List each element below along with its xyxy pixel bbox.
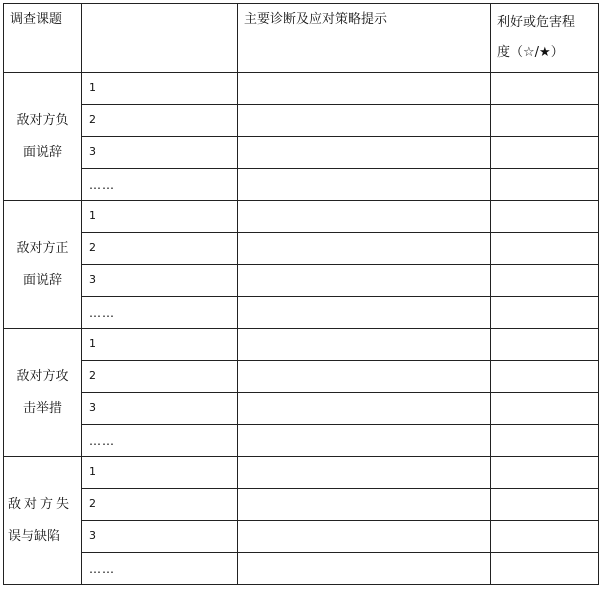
table-row — [4, 137, 599, 169]
diagnosis-cell[interactable] — [238, 233, 491, 265]
topic-label-line2: 击举措 — [22, 400, 62, 416]
survey-table — [3, 3, 599, 585]
diagnosis-cell[interactable] — [238, 457, 491, 489]
table-row — [4, 329, 599, 361]
rating-cell[interactable] — [491, 393, 599, 425]
table-row — [4, 73, 599, 105]
rating-cell[interactable] — [491, 265, 599, 297]
header-rating — [491, 4, 599, 73]
table-row — [4, 169, 599, 201]
topic-label-line2: 面说辞 — [22, 144, 62, 160]
diagnosis-cell[interactable] — [238, 73, 491, 105]
table-row — [4, 553, 599, 585]
table-row — [4, 105, 599, 137]
item-number: 2 — [82, 105, 238, 137]
item-number: 2 — [82, 233, 238, 265]
topic-label-line1: 敌对方攻 — [16, 368, 69, 384]
item-ellipsis: …… — [82, 553, 238, 585]
item-number: 3 — [82, 521, 238, 553]
item-number: 1 — [82, 73, 238, 105]
rating-cell[interactable] — [491, 457, 599, 489]
rating-cell[interactable] — [491, 233, 599, 265]
item-number: 1 — [82, 201, 238, 233]
topic-cell — [4, 457, 82, 585]
rating-cell[interactable] — [491, 137, 599, 169]
rating-cell[interactable] — [491, 201, 599, 233]
item-number: 1 — [82, 329, 238, 361]
rating-cell[interactable] — [491, 73, 599, 105]
item-number: 3 — [82, 137, 238, 169]
item-number: 3 — [82, 393, 238, 425]
diagnosis-cell[interactable] — [238, 297, 491, 329]
table-row — [4, 201, 599, 233]
topic-label-line2: 误与缺陷 — [8, 528, 61, 544]
diagnosis-cell[interactable] — [238, 521, 491, 553]
table-row — [4, 297, 599, 329]
table-row — [4, 233, 599, 265]
item-number: 3 — [82, 265, 238, 297]
rating-cell[interactable] — [491, 361, 599, 393]
header-topic-label: 调查课题 — [10, 12, 63, 27]
diagnosis-cell[interactable] — [238, 201, 491, 233]
rating-cell[interactable] — [491, 297, 599, 329]
diagnosis-cell[interactable] — [238, 489, 491, 521]
topic-label-line1: 敌对方负 — [16, 112, 69, 128]
table-row — [4, 361, 599, 393]
item-number: 1 — [82, 457, 238, 489]
item-number: 2 — [82, 489, 238, 521]
header-topic — [4, 4, 82, 73]
header-diagnosis-label: 主要诊断及应对策略提示 — [244, 12, 388, 27]
diagnosis-cell[interactable] — [238, 265, 491, 297]
topic-cell — [4, 329, 82, 457]
header-diagnosis — [238, 4, 491, 73]
header-rating-label-line2: 度（☆/★） — [497, 45, 564, 60]
rating-cell[interactable] — [491, 425, 599, 457]
rating-cell[interactable] — [491, 105, 599, 137]
item-ellipsis: …… — [82, 169, 238, 201]
table-row — [4, 489, 599, 521]
table-row — [4, 393, 599, 425]
header-row — [4, 4, 599, 73]
rating-cell[interactable] — [491, 329, 599, 361]
rating-cell[interactable] — [491, 553, 599, 585]
rating-cell[interactable] — [491, 521, 599, 553]
topic-cell — [4, 73, 82, 201]
topic-label-line1: 敌对方正 — [16, 240, 69, 256]
topic-label-line1: 敌对方失 — [8, 496, 73, 512]
header-rating-label-line1: 利好或危害程 — [497, 15, 576, 30]
item-ellipsis: …… — [82, 425, 238, 457]
table-row — [4, 265, 599, 297]
diagnosis-cell[interactable] — [238, 553, 491, 585]
topic-label-line2: 面说辞 — [22, 272, 62, 288]
table-row — [4, 521, 599, 553]
diagnosis-cell[interactable] — [238, 169, 491, 201]
table-row — [4, 425, 599, 457]
diagnosis-cell[interactable] — [238, 425, 491, 457]
diagnosis-cell[interactable] — [238, 137, 491, 169]
diagnosis-cell[interactable] — [238, 329, 491, 361]
item-number: 2 — [82, 361, 238, 393]
item-ellipsis: …… — [82, 297, 238, 329]
diagnosis-cell[interactable] — [238, 105, 491, 137]
table-row — [4, 457, 599, 489]
topic-cell — [4, 201, 82, 329]
rating-cell[interactable] — [491, 169, 599, 201]
diagnosis-cell[interactable] — [238, 361, 491, 393]
rating-cell[interactable] — [491, 489, 599, 521]
header-items — [82, 4, 238, 73]
diagnosis-cell[interactable] — [238, 393, 491, 425]
